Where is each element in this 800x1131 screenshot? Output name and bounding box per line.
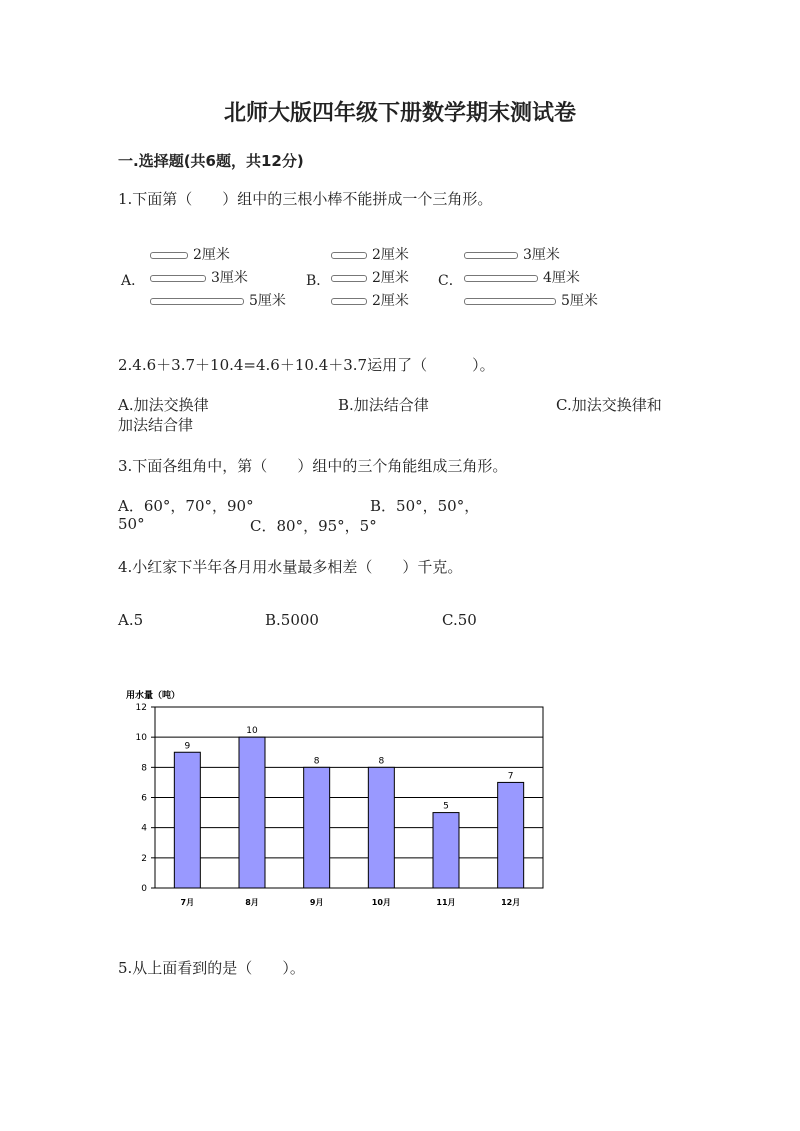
q2-option-c: C.加法交换律和 — [556, 396, 662, 414]
question-3: 3.下面各组角中，第（ ）组中的三个角能组成三角形。 — [118, 457, 508, 475]
stick — [464, 275, 538, 282]
stick-length: 2厘米 — [193, 247, 230, 263]
bar — [498, 782, 524, 888]
bar — [304, 767, 330, 888]
q2-option-b: B.加法结合律 — [338, 396, 429, 414]
stick — [150, 298, 244, 305]
y-tick-label: 2 — [141, 853, 147, 864]
stick — [464, 298, 556, 305]
q3-option-a: A．60°，70°，90° — [118, 497, 254, 515]
data-label: 10 — [246, 726, 258, 737]
bar — [174, 752, 200, 888]
bar — [368, 767, 394, 888]
q3-option-b: B．50°，50°， — [370, 497, 480, 515]
q1-group-c-letter: C． — [438, 273, 463, 289]
q4-option-b: B.5000 — [265, 611, 319, 629]
y-tick-label: 10 — [135, 733, 147, 744]
bar — [239, 737, 265, 888]
y-tick-label: 12 — [135, 703, 147, 713]
question-5: 5.从上面看到的是（ ）。 — [118, 959, 305, 977]
q4-option-a: A.5 — [118, 611, 144, 629]
x-tick-label: 11月 — [436, 898, 456, 907]
y-tick-label: 0 — [141, 884, 147, 894]
y-tick-label: 4 — [141, 823, 147, 834]
stick — [150, 252, 188, 259]
x-tick-label: 7月 — [180, 898, 195, 907]
y-axis-label: 用水量（吨） — [126, 691, 181, 701]
page-title: 北师大版四年级下册数学期末测试卷 — [223, 101, 576, 126]
stick-length: 5厘米 — [249, 293, 286, 309]
y-tick-label: 6 — [141, 793, 147, 804]
q2-option-c-continued: 加法结合律 — [118, 416, 194, 434]
water-usage-chart — [110, 685, 570, 915]
x-tick-label: 12月 — [501, 898, 521, 907]
stick-length: 4厘米 — [543, 270, 580, 286]
q1-group-b-letter: B． — [306, 273, 331, 289]
stick — [331, 252, 367, 259]
stick-length: 2厘米 — [372, 293, 409, 309]
stick-length: 3厘米 — [523, 247, 560, 263]
stick-length: 3厘米 — [211, 270, 248, 286]
data-label: 7 — [507, 771, 514, 782]
data-label: 8 — [378, 756, 385, 767]
section-heading: 一.选择题(共6题，共12分) — [118, 152, 304, 170]
x-tick-label: 9月 — [309, 898, 324, 907]
q1-group-a-letter: A． — [121, 273, 146, 289]
question-4: 4.小红家下半年各月用水量最多相差（ ）千克。 — [118, 558, 463, 576]
bar — [433, 813, 459, 888]
stick — [331, 298, 367, 305]
stick-length: 5厘米 — [561, 293, 598, 309]
stick — [464, 252, 518, 259]
stick — [150, 275, 206, 282]
data-label: 8 — [313, 756, 320, 767]
question-1: 1.下面第（ ）组中的三根小棒不能拼成一个三角形。 — [118, 190, 493, 208]
x-tick-label: 10月 — [371, 898, 391, 907]
stick-length: 2厘米 — [372, 247, 409, 263]
stick-length: 2厘米 — [372, 270, 409, 286]
y-tick-label: 8 — [141, 763, 147, 774]
q2-option-a: A.加法交换律 — [118, 396, 209, 414]
x-tick-label: 8月 — [245, 898, 259, 907]
q3-option-c: C．80°，95°，5° — [250, 517, 377, 535]
question-2: 2.4.6＋3.7＋10.4=4.6＋10.4＋3.7运用了（ ）。 — [118, 356, 495, 374]
q4-option-c: C.50 — [442, 611, 477, 629]
stick — [331, 275, 367, 282]
q3-option-b-continued: 50° — [118, 515, 145, 533]
data-label: 9 — [184, 741, 191, 752]
data-label: 5 — [443, 801, 449, 812]
